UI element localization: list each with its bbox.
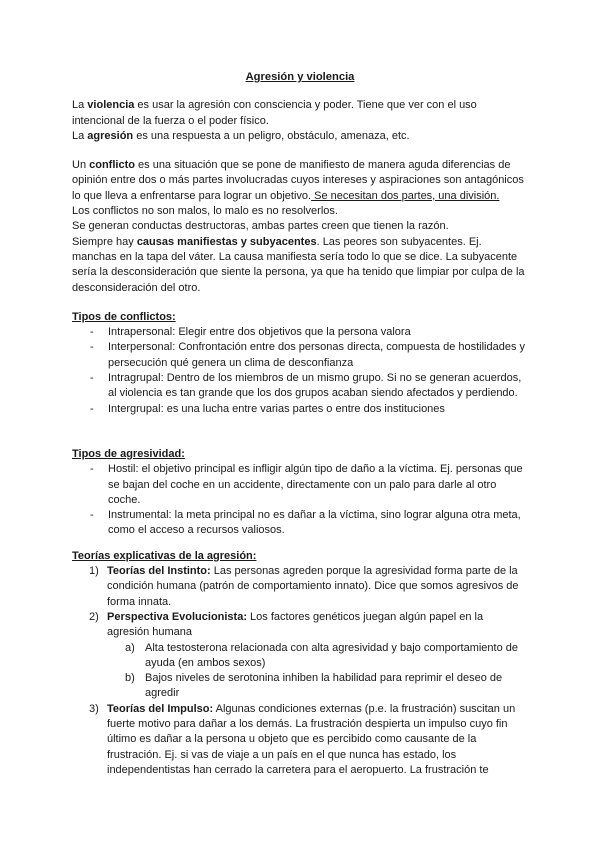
conflicto-underlined-note: Se necesitan dos partes, una división. xyxy=(311,189,500,202)
tipos-conflictos-heading: Tipos de conflictos: xyxy=(72,310,176,323)
tipos-agresividad-heading: Tipos de agresividad: xyxy=(72,447,185,460)
sublist-marker: a) xyxy=(125,641,135,654)
violencia-definition: La violencia es usar la agresión con consciencia y poder. Tiene que ver con el uso intencional de la fuerza o el poder físico. xyxy=(72,99,477,127)
list-marker: 1) xyxy=(89,565,99,578)
document-title: Agresión y violencia xyxy=(245,71,355,83)
evolucionista-sublist xyxy=(107,641,528,702)
teoria-instinto-item: 1) Teorías del Instinto: Las personas agreden porque la agresividad forma parte de la condición humana (patrón de comportamiento innato). Dice que somos agresivos de forma innata. xyxy=(89,565,519,608)
sublist-item: b) Bajos niveles de serotonina inhiben la habilidad para reprimir el deseo de agredir xyxy=(125,672,503,700)
list-item: - Intrapersonal: Elegir entre dos objetivos que la persona valora xyxy=(90,325,528,340)
sublist-marker: b) xyxy=(125,672,135,685)
causas-paragraph: Siempre hay causas manifiestas y subyacentes. Las peores son subyacentes. Ej. manchas en la tapa del váter. La causa manifiesta sería todo lo que se dice. La subyacente sería la desconsideración que siente la persona, ya que ha tenido que limpiar por culpa de la desconsideración del otro. xyxy=(72,235,525,294)
teorias-list xyxy=(72,564,528,778)
conflicto-note-1: Los conflictos no son malos, lo malo es no resolverlos. xyxy=(72,205,338,218)
list-item: - Instrumental: la meta principal no es dañar a la víctima, sino lograr alguna otra meta, como el acceso a recursos valiosos. xyxy=(90,508,528,539)
list-item: - Hostil: el objetivo principal es infligir algún tipo de daño a la víctima. Ej. personas que se bajan del coche en un accidente, directamente con un palo para darle al otro coche. xyxy=(90,462,528,508)
list-item: - Intergrupal: es una lucha entre varias partes o entre dos instituciones xyxy=(90,402,528,417)
list-marker: 3) xyxy=(89,702,99,715)
perspectiva-evolucionista-item: 2) Perspectiva Evolucionista: Los factores genéticos juegan algún papel en la agresión humana a) Alta testosterona relacionada con alta agresividad y bajo comportamiento de ayuda (en ambos sexos) b) Bajos niveles de serotonina inhiben la habilidad para reprimir el deseo de agredir xyxy=(89,610,528,702)
tipos-agresividad-list xyxy=(72,462,528,538)
tipos-conflictos-list xyxy=(72,325,528,417)
agresion-definition: La agresión es una respuesta a un peligro, obstáculo, amenaza, etc. xyxy=(72,129,410,142)
list-item: - Intragrupal: Dentro de los miembros de un mismo grupo. Si no se generan acuerdos, al violencia es tan grande que los dos grupos acaban siendo afectados y perdiendo. xyxy=(90,371,528,402)
sublist-item: a) Alta testosterona relacionada con alta agresividad y bajo comportamiento de ayuda (en ambos sexos) xyxy=(125,641,519,669)
list-marker: 2) xyxy=(89,610,99,623)
conflicto-note-2: Se generan conductas destructoras, ambas partes creen que tienen la razón. xyxy=(72,220,449,233)
list-item: - Interpersonal: Confrontación entre dos personas directa, compuesta de hostilidades y persecución qué genera un clima de desconfianza xyxy=(90,340,528,371)
teorias-heading: Teorías explicativas de la agresión: xyxy=(72,549,257,562)
teoria-impulso-item: 3) Teorías del Impulso: Algunas condiciones externas (p.e. la frustración) suscitan un fuerte motivo para dañar a los demás. La frustración despierta un impulso cuyo fin último es dañar a la persona u objeto que es percibido como causante de la frustración. Ej. si vas de viaje a un país en el que nunca has estado, los independentistas han cerrado la carretera para el aeropuerto. La frustración te xyxy=(89,702,516,776)
conflicto-definition: Un conflicto es una situación que se pone de manifiesto de manera aguda diferencias de opinión entre dos o más partes involucradas cuyos intereses y aspiraciones son antagónicos lo que lleva a enfrentarse para lograr un objetivo. Se necesitan dos partes, una división. xyxy=(72,159,524,202)
